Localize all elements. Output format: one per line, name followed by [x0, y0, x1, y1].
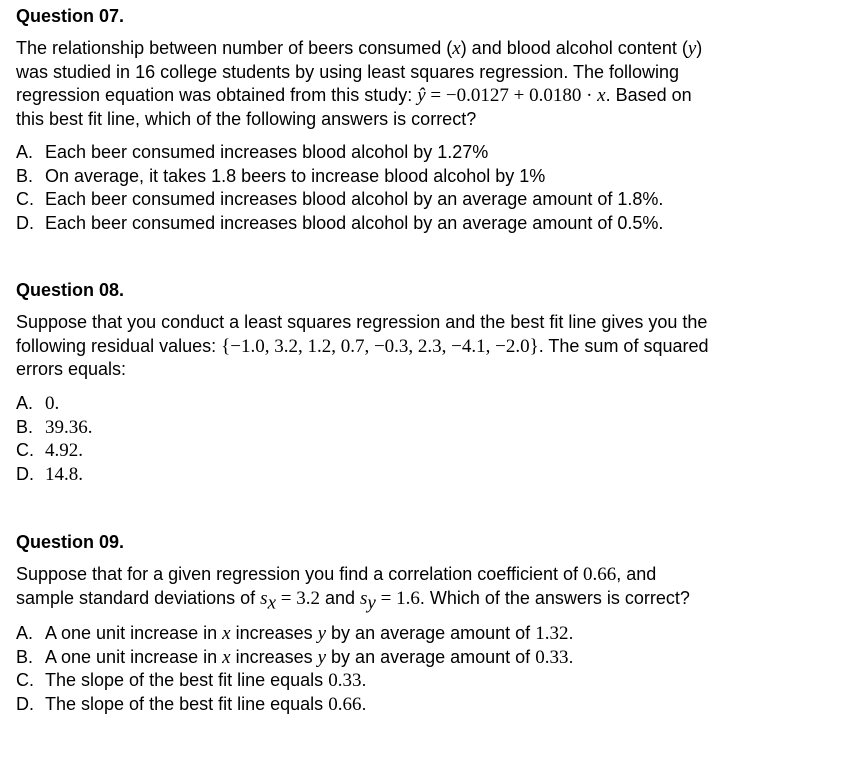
- option-d[interactable]: [16, 463, 93, 487]
- question-07-stem: [16, 37, 836, 131]
- math-correlation: 0.66: [583, 564, 617, 585]
- math-x: x: [222, 623, 231, 644]
- math-x: x: [597, 85, 606, 106]
- math-number: 0.66: [328, 693, 362, 715]
- option-value: 39.36.: [45, 416, 93, 438]
- option-letter: D.: [16, 212, 34, 233]
- option-value: 14.8.: [45, 463, 83, 485]
- math-sx-value: = 3.2: [276, 587, 320, 609]
- math-number: 0.33: [328, 670, 362, 691]
- option-letter: D.: [16, 463, 34, 484]
- stem-text: The relationship between number of beers consumed (: [16, 38, 453, 58]
- option-text: .: [568, 646, 574, 667]
- math-sx-symbol: s: [260, 587, 268, 609]
- math-number: 0.33: [535, 646, 569, 668]
- math-yhat: ŷ: [417, 85, 426, 106]
- option-text: Each beer consumed increases blood alcohol by an average amount of 1.8%.: [45, 189, 664, 209]
- option-text: by an average amount of: [326, 646, 536, 667]
- stem-text: sample standard deviations of: [16, 587, 261, 608]
- option-a[interactable]: [16, 141, 663, 165]
- option-b[interactable]: [16, 165, 663, 189]
- math-y: y: [317, 646, 327, 668]
- option-letter: B.: [16, 646, 34, 667]
- question-07-options: [16, 141, 663, 235]
- option-d[interactable]: [16, 693, 573, 717]
- stem-text: ): [696, 38, 703, 58]
- option-text: A one unit increase in: [45, 623, 223, 643]
- question-09-options: [16, 622, 573, 716]
- stem-text: . The sum of squared: [538, 335, 709, 356]
- math-sy-value: = 1.6: [375, 587, 420, 609]
- math-x: x: [452, 38, 461, 59]
- option-text: Each beer consumed increases blood alcohol by 1.27%: [45, 142, 489, 162]
- option-a[interactable]: [16, 392, 93, 416]
- option-text: .: [361, 670, 367, 690]
- question-07-title: Question 07.: [16, 6, 125, 26]
- math-sx-subscript: x: [267, 592, 276, 614]
- option-a[interactable]: [16, 622, 573, 646]
- option-text: On average, it takes 1.8 beers to increase blood alcohol by 1%: [45, 165, 546, 186]
- stem-text: ) and blood alcohol content (: [460, 38, 688, 58]
- option-text: increases: [230, 646, 318, 667]
- math-y: y: [687, 38, 697, 59]
- option-letter: B.: [16, 416, 34, 437]
- math-residual-set: {−1.0, 3.2, 1.2, 0.7, −0.3, 2.3, −4.1, −2.0}: [221, 335, 539, 357]
- math-y: y: [317, 623, 327, 644]
- option-c[interactable]: [16, 188, 663, 212]
- stem-line: [16, 84, 836, 108]
- option-text: A one unit increase in: [45, 646, 223, 667]
- math-x: x: [222, 646, 231, 668]
- stem-line: [16, 108, 836, 132]
- stem-text: . Based on: [605, 85, 692, 105]
- option-b[interactable]: [16, 646, 573, 670]
- option-value: 0.: [45, 393, 60, 414]
- stem-line: [16, 563, 836, 587]
- option-b[interactable]: [16, 416, 93, 440]
- stem-line: Suppose that you conduct a least squares regression and the best fit line gives you the: [16, 312, 708, 332]
- stem-line: [16, 61, 836, 85]
- question-08-options: [16, 392, 93, 486]
- option-letter: D.: [16, 693, 34, 714]
- option-text: .: [568, 623, 574, 643]
- stem-text: and: [319, 587, 361, 608]
- option-c[interactable]: [16, 439, 93, 463]
- stem-text: , and: [616, 564, 657, 584]
- stem-line: [16, 37, 836, 61]
- option-text: increases: [230, 623, 318, 643]
- question-09-stem: [16, 563, 836, 614]
- option-text: .: [361, 693, 367, 714]
- stem-line: errors equals:: [16, 359, 127, 379]
- stem-text: . Which of the answers is correct?: [419, 587, 690, 608]
- option-letter: A.: [16, 623, 34, 643]
- option-letter: A.: [16, 393, 34, 413]
- stem-line: [16, 587, 836, 614]
- stem-text: was studied in 16 college students by using least squares regression. The following: [16, 61, 680, 82]
- stem-text: regression equation was obtained from this study:: [16, 85, 418, 105]
- stem-text: this best fit line, which of the following answers is correct?: [16, 108, 477, 129]
- math-sy-subscript: y: [367, 592, 376, 614]
- option-value: 4.92.: [45, 440, 83, 461]
- option-letter: A.: [16, 142, 34, 162]
- option-text: The slope of the best fit line equals: [45, 670, 329, 690]
- option-text: Each beer consumed increases blood alcohol by an average amount of 0.5%.: [45, 212, 664, 233]
- question-08-title: Question 08.: [16, 280, 125, 300]
- stem-line: [16, 335, 836, 359]
- option-c[interactable]: [16, 669, 573, 693]
- option-letter: C.: [16, 189, 34, 209]
- math-number: 1.32: [535, 623, 569, 644]
- question-09-title: Question 09.: [16, 532, 125, 552]
- stem-text: Suppose that for a given regression you find a correlation coefficient of: [16, 564, 584, 584]
- math-sy-symbol: s: [360, 587, 368, 609]
- option-letter: B.: [16, 165, 34, 186]
- stem-text: following residual values:: [16, 335, 222, 356]
- option-text: The slope of the best fit line equals: [45, 693, 329, 714]
- option-letter: C.: [16, 670, 34, 690]
- option-text: by an average amount of: [326, 623, 536, 643]
- option-letter: C.: [16, 440, 34, 460]
- question-08-stem: [16, 311, 836, 382]
- math-equation: = −0.0127 + 0.0180 ·: [425, 85, 598, 106]
- option-d[interactable]: [16, 212, 663, 236]
